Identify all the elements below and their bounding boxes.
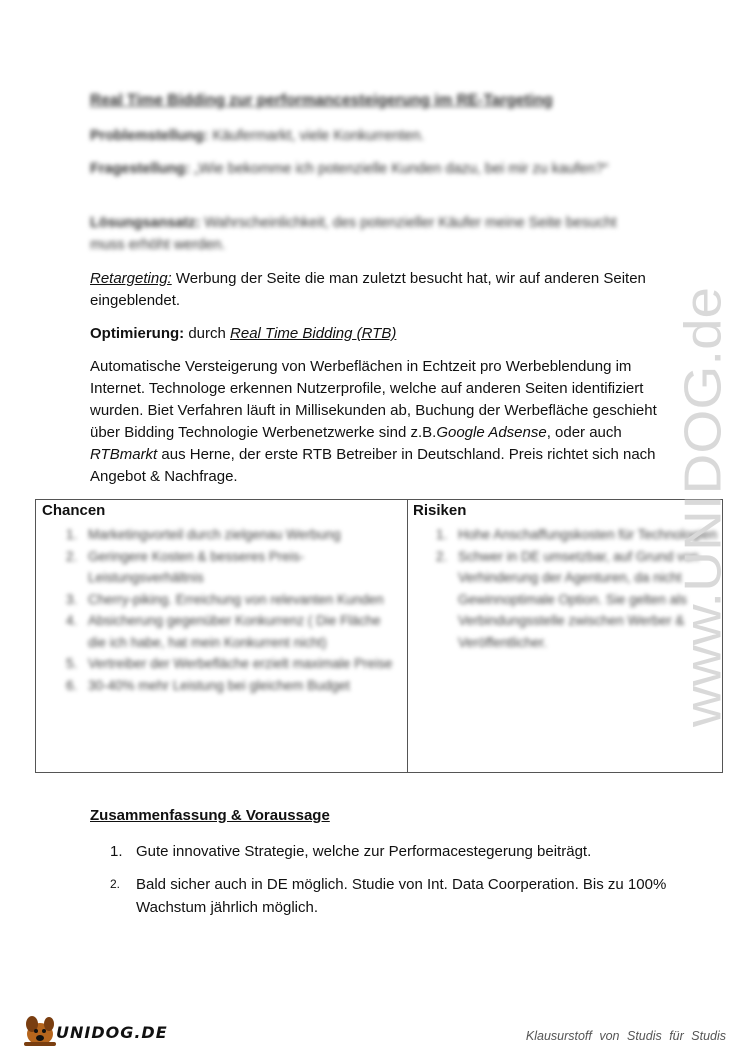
- rtb-description: [90, 356, 665, 488]
- list-item: 1. Hohe Anschaffungskosten für Technologien: [436, 527, 718, 542]
- question-statement: [90, 158, 650, 180]
- question-label: Fragestellung:: [90, 161, 190, 177]
- chancen-list: [66, 524, 401, 696]
- description-part2: , oder auch: [546, 424, 622, 441]
- problem-text: Käufermarkt, viele Konkurrenten.: [212, 128, 425, 144]
- retargeting-paragraph: [90, 268, 660, 312]
- list-item: 2. Schwer in DE umsetzbar, auf Grund von Verhinderung der Agenturen, da nicht Gewinnoptimale Option. Sie gelten als Verbindungsstelle zwischen Werber & Veröffentlicher.: [436, 548, 699, 650]
- problem-statement: [90, 125, 650, 147]
- summary-title: Zusammenfassung & Voraussage: [90, 807, 330, 824]
- unidog-logo-text: UNIDOG.DE: [56, 1023, 168, 1042]
- list-item: 5. Vertreiber der Werbefläche erzielt maximale Preise: [66, 656, 393, 671]
- risiken-header: Risiken: [413, 502, 467, 519]
- list-item: 2. Geringere Kosten & besseres Preis-Leistungsverhältnis: [66, 548, 305, 585]
- list-item: 4. Absicherung gegenüber Konkurrenz ( Die Fläche die ich habe, hat mein Konkurrent nicht): [66, 613, 381, 650]
- retargeting-label: Retargeting:: [90, 270, 172, 287]
- description-part1: Automatische Versteigerung von Werbeflächen in Echtzeit pro Werbeblendung im Internet. Technologe erkennen Nutzerprofile, welche auf anderen Seiten identifiziert wurden. Biet Verfahren läuft in Millisekunden ab, Buchung der Werbefläche geschieht über Bidding Technologie Werbenetzwerke sind z.B.: [90, 358, 657, 441]
- optimierung-text: durch: [184, 325, 231, 342]
- document-title: Real Time Bidding zur performancesteigerung im RE-Targeting: [90, 92, 553, 109]
- chancen-risiken-table: [35, 499, 723, 773]
- footer-tagline: Klausurstoff von Studis für Studis: [525, 1029, 726, 1043]
- rtb-term: Real Time Bidding (RTB): [230, 325, 397, 342]
- optimierung-paragraph: [90, 323, 396, 345]
- description-part3: aus Herne, der erste RTB Betreiber in Deutschland. Preis richtet sich nach Angebot & Nachfrage.: [90, 446, 656, 485]
- list-item: 6. 30-40% mehr Leistung bei gleichem Budget: [66, 677, 350, 693]
- list-item: 3. Cherry-piking. Erreichung von relevanten Kunden: [66, 591, 384, 607]
- retargeting-text: Werbung der Seite die man zuletzt besucht hat, wir auf anderen Seiten eingeblendet.: [90, 270, 646, 309]
- rtbmarkt: RTBmarkt: [90, 446, 158, 463]
- watermark-text: www.UNIDOG.de: [674, 322, 733, 727]
- watermark: [672, 285, 742, 730]
- google-adsense: Google Adsense: [436, 424, 547, 441]
- chancen-header: Chancen: [42, 502, 106, 519]
- solution-text: Wahrscheinlichkeit, des potenzieller Käufer meine Seite besucht muss erhöht werden.: [90, 215, 617, 253]
- table-divider: [407, 500, 408, 772]
- solution-statement: [90, 212, 650, 256]
- summary-item: 1. Gute innovative Strategie, welche zur Performacestegerung beiträgt.: [110, 843, 592, 860]
- list-item: 1. Marketingvorteil durch zielgenau Werbung: [66, 527, 341, 542]
- question-text: „Wie bekomme ich potenzielle Kunden dazu, bei mir zu kaufen?“: [193, 161, 609, 177]
- solution-label: Lösungsansatz:: [90, 215, 201, 231]
- summary-item: 2. Bald sicher auch in DE möglich. Studie von Int. Data Coorperation. Bis zu 100% Wachstum jährlich möglich.: [110, 876, 667, 916]
- optimierung-label: Optimierung:: [90, 325, 185, 342]
- problem-label: Problemstellung:: [90, 128, 209, 144]
